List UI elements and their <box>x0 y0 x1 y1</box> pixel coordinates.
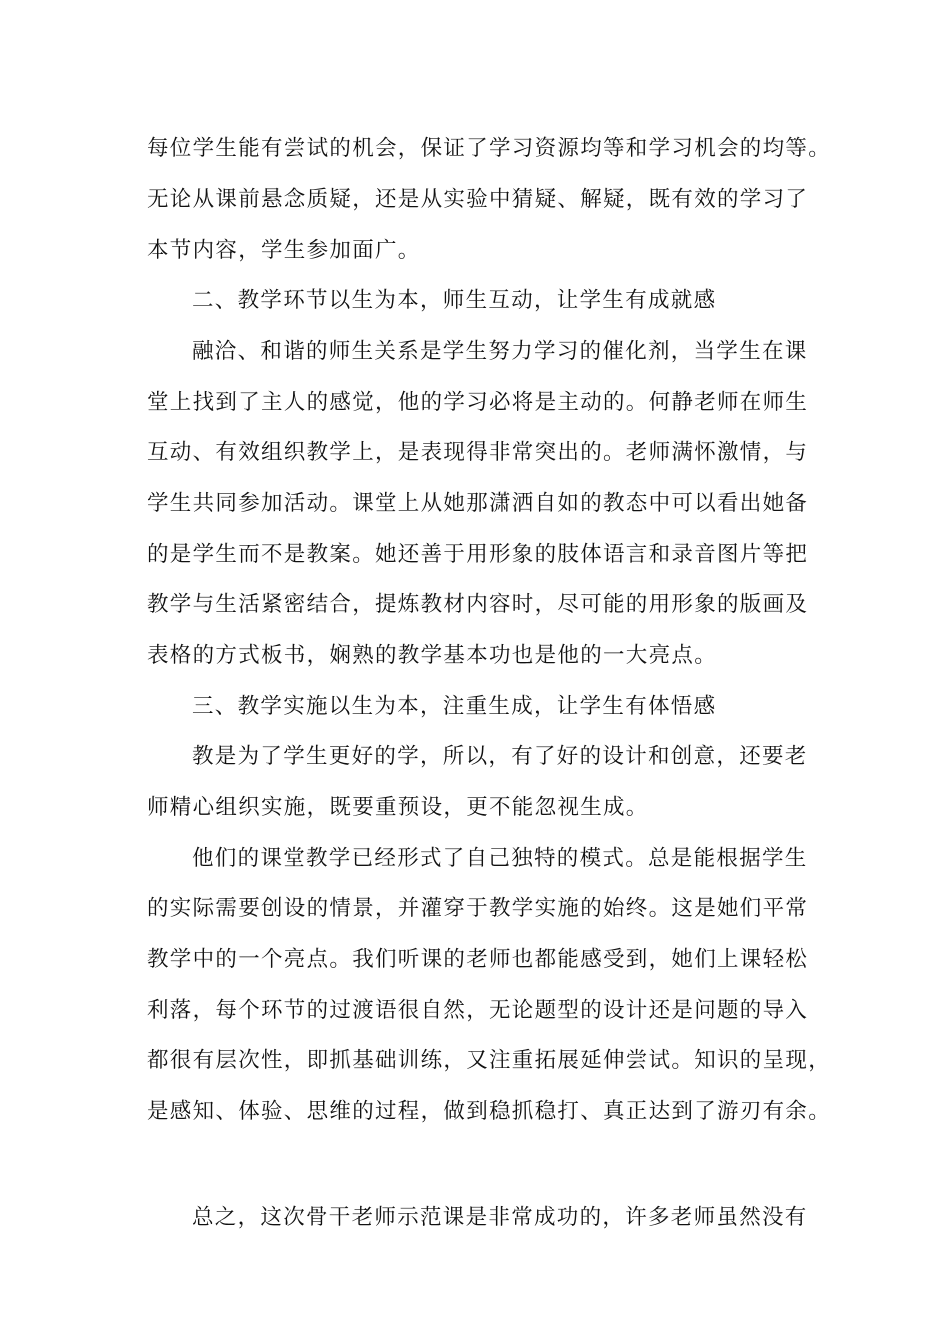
text-line: 总之，这次骨干老师示范课是非常成功的，许多老师虽然没有 <box>192 1205 808 1230</box>
text-line: 学生共同参加活动。课堂上从她那潇洒自如的教态中可以看出她备 <box>147 491 809 516</box>
text-line: 他们的课堂教学已经形式了自己独特的模式。总是能根据学生 <box>192 846 808 871</box>
text-line: 师精心组织实施，既要重预设，更不能忽视生成。 <box>147 795 649 820</box>
text-line: 利落，每个环节的过渡语很自然，无论题型的设计还是问题的导入 <box>147 998 809 1023</box>
text-line: 的实际需要创设的情景，并灌穿于教学实施的始终。这是她们平常 <box>147 896 809 921</box>
text-line: 每位学生能有尝试的机会，保证了学习资源均等和学习机会的均等。 <box>147 136 832 161</box>
text-line: 堂上找到了主人的感觉，他的学习必将是主动的。何静老师在师生 <box>147 390 809 415</box>
text-line: 融洽、和谐的师生关系是学生努力学习的催化剂，当学生在课 <box>192 339 808 364</box>
section-heading: 二、教学环节以生为本，师生互动，让学生有成就感 <box>192 288 717 313</box>
text-line: 本节内容，学生参加面广。 <box>147 238 421 263</box>
text-line: 都很有层次性，即抓基础训练，又注重拓展延伸尝试。知识的呈现， <box>147 1048 832 1073</box>
text-line: 的是学生而不是教案。她还善于用形象的肢体语言和录音图片等把 <box>147 542 809 567</box>
text-line: 教学中的一个亮点。我们听课的老师也都能感受到，她们上课轻松 <box>147 947 809 972</box>
text-line: 是感知、体验、思维的过程，做到稳抓稳打、真正达到了游刃有余。 <box>147 1099 832 1124</box>
text-line: 教学与生活紧密结合，提炼教材内容时，尽可能的用形象的版画及 <box>147 592 809 617</box>
text-line: 互动、有效组织教学上，是表现得非常突出的。老师满怀激情，与 <box>147 440 809 465</box>
text-line: 无论从课前悬念质疑，还是从实验中猜疑、解疑，既有效的学习了 <box>147 187 809 212</box>
text-line: 教是为了学生更好的学，所以，有了好的设计和创意，还要老 <box>192 744 808 769</box>
text-line: 表格的方式板书，娴熟的教学基本功也是他的一大亮点。 <box>147 643 718 668</box>
section-heading: 三、教学实施以生为本，注重生成，让学生有体悟感 <box>192 694 717 719</box>
